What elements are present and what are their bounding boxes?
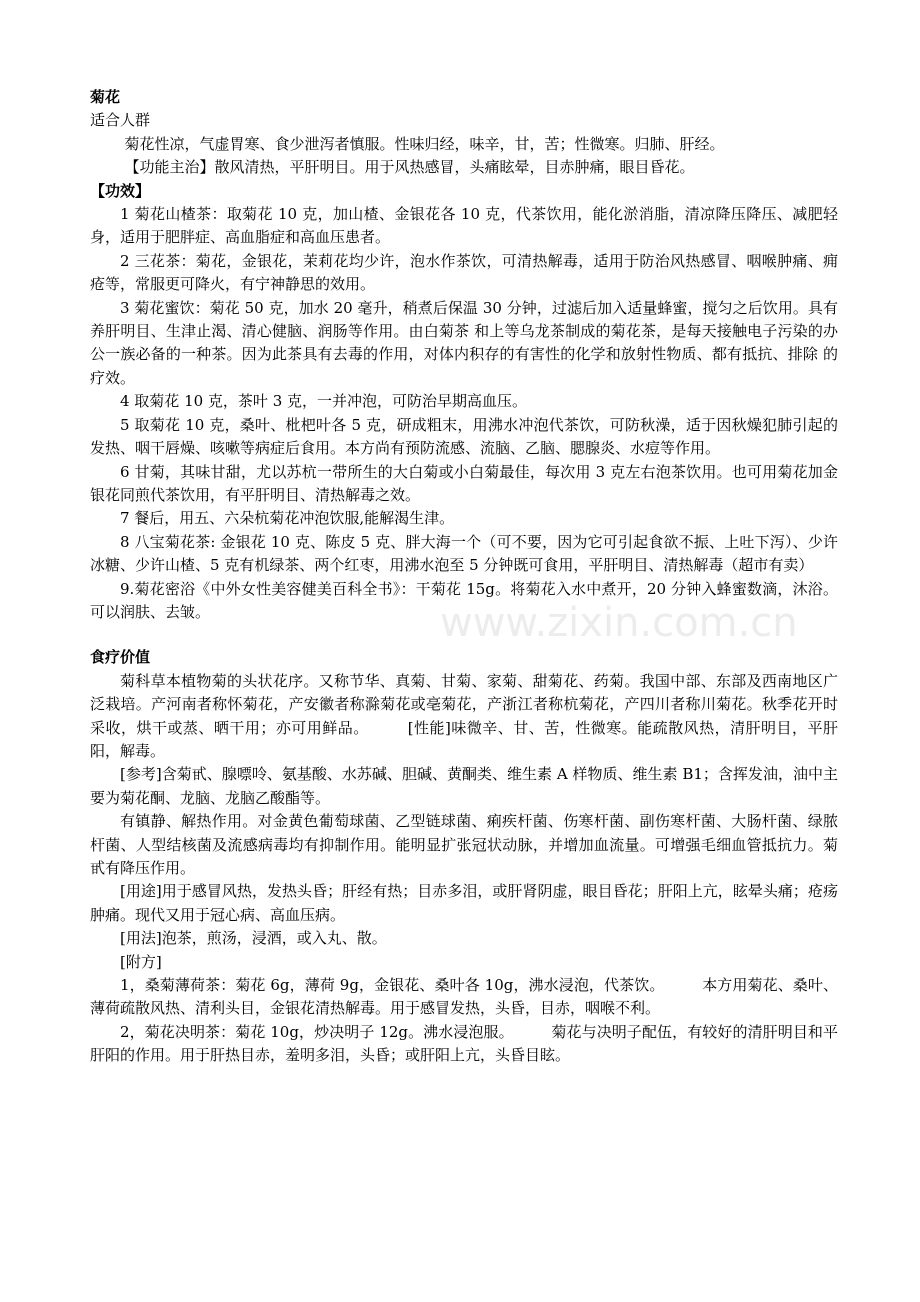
paragraph-suitable: 菊花性凉，气虚胃寒、食少泄泻者慎服。性味归经，味辛，甘，苦；性微寒。归肺、肝经。: [124, 134, 725, 153]
document-body: [90, 86, 838, 1068]
effect-item-5: 5 取菊花 10 克，桑叶、枇杷叶各 5 克，研成粗末，用沸水冲泡代茶饮，可防秋澡，适于因秋燥犯肺引起的发热、咽干唇燥、咳嗽等病症后食用。本方尚有预防流感、流脑、乙脑、腮腺炎、水痘等作用。: [90, 415, 838, 458]
subtitle-suitable-people: 适合人群: [90, 111, 151, 130]
diet-paragraph-2: [参考]含菊甙、腺嘌呤、氨基酸、水苏碱、胆碱、黄酮类、维生素 A 样物质、维生素 B1；含挥发油，油中主要为菊花酮、龙脑、龙脑乙酸酯等。: [90, 765, 838, 807]
diet-paragraph-6: [附方]: [120, 952, 162, 971]
effect-item-9: 9.菊花密浴《中外女性美容健美百科全书》：干菊花 15g。将菊花入水中煮开，20 分钟入蜂蜜数滴，沐浴。可以润肤、去皱。: [90, 579, 838, 621]
section-gap: [90, 624, 838, 646]
diet-paragraph-3: 有镇静、解热作用。对金黄色葡萄球菌、乙型链球菌、痢疾杆菌、伤寒杆菌、副伤寒杆菌、大肠杆菌、绿脓杆菌、人型结核菌及流感病毒均有抑制作用。能明显扩张冠状动脉，并增加血流量。可增强毛细血管抵抗力。菊甙有降压作用。: [90, 812, 838, 877]
effect-item-8: 8 八宝菊花茶: 金银花 10 克、陈皮 5 克、胖大海一个（可不要，因为它可引起食欲不振、上吐下泻）、少许冰糖、少许山楂、5 克有机绿茶、两个红枣，用沸水泡至 5 分钟既可食用，平肝明目、清热解毒（超市有卖）: [90, 532, 838, 575]
effect-item-4: 4 取菊花 10 克，茶叶 3 克，一并冲泡，可防治早期高血压。: [120, 392, 528, 411]
diet-paragraph-7: 1，桑菊薄荷茶：菊花 6g，薄荷 9g，金银花、桑叶各 10g，沸水浸泡，代茶饮。 本方用菊花、桑叶、薄荷疏散风热、清利头目，金银花清热解毒。用于感冒发热，头昏，目赤，咽喉不利。: [90, 976, 838, 1018]
effect-item-1: 1 菊花山楂茶：取菊花 10 克，加山楂、金银花各 10 克，代茶饮用，能化淤消脂，清凉降压降压、减肥轻身，适用于肥胖症、高血脂症和高血压患者。: [90, 205, 838, 247]
paragraph-function: 【功能主治】散风清热，平肝明目。用于风热感冒，头痛眩晕，目赤肿痛，眼目昏花。: [124, 158, 695, 177]
effects-heading: 【功效】: [90, 181, 151, 200]
diet-paragraph-5: [用法]泡茶，煎汤，浸酒，或入丸、散。: [120, 929, 387, 948]
effect-item-7: 7 餐后，用五、六朵杭菊花冲泡饮服,能解渴生津。: [120, 509, 455, 528]
diet-paragraph-4: [用途]用于感冒风热，发热头昏；肝经有热；目赤多泪，或肝肾阴虚，眼目昏花；肝阳上亢，眩晕头痛；疮疡肿痛。现代又用于冠心病、高血压病。: [90, 882, 838, 924]
section-title-diet-value: 食疗价值: [90, 648, 151, 667]
effect-item-6: 6 甘菊，其味甘甜，尤以苏杭一带所生的大白菊或小白菊最佳，每次用 3 克左右泡茶饮用。也可用菊花加金银花同煎代茶饮用，有平肝明目、清热解毒之效。: [90, 462, 838, 504]
watermark: www.zixin.com.cn: [440, 600, 798, 646]
diet-paragraph-8: 2，菊花决明茶：菊花 10g，炒决明子 12g。沸水浸泡服。 菊花与决明子配伍，有较好的清肝明目和平肝阳的作用。用于肝热目赤，羞明多泪，头昏；或肝阳上亢，头昏目眩。: [90, 1022, 838, 1065]
section-title-chrysanthemum: 菊花: [90, 88, 121, 106]
diet-paragraph-1: 菊科草本植物菊的头状花序。又称节华、真菊、甘菊、家菊、甜菊花、药菊。我国中部、东部及西南地区广泛栽培。产河南者称怀菊花，产安徽者称滁菊花或亳菊花，产浙江者称杭菊花，产四川者称川菊花。秋季花开时采收，烘干或蒸、晒干用；亦可用鲜品。 [性能]味微辛、甘、苦，性微寒。能疏散风热，清肝明目，平肝阳，解毒。: [90, 671, 838, 760]
effect-item-2: 2 三花茶：菊花，金银花，茉莉花均少许，泡水作茶饮，可清热解毒，适用于防治风热感冒、咽喉肿痛、痈疮等，常服更可降火，有宁神静思的效用。: [90, 251, 838, 294]
effect-item-3: 3 菊花蜜饮：菊花 50 克，加水 20 毫升，稍煮后保温 30 分钟，过滤后加入适量蜂蜜，搅匀之后饮用。具有养肝明目、生津止渴、清心健脑、润肠等作用。由白菊茶 和上等乌龙茶制成的菊花茶，是每天接触电子污染的办公一族必备的一种茶。因为此茶具有去毒的作用，对体内积存的有害性的化学和放射性物质、都有抵抗、排除 的疗效。: [90, 298, 838, 387]
